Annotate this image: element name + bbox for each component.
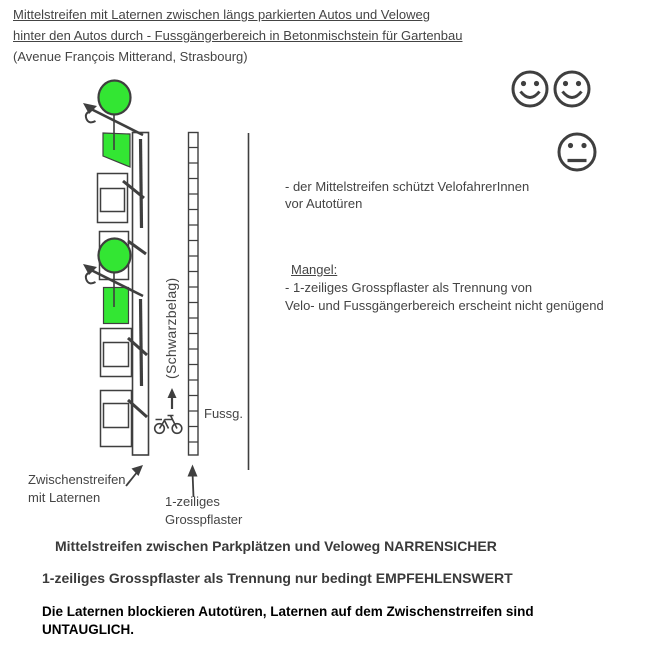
lantern-icon-2: [99, 239, 131, 273]
parked-car-1: [98, 174, 128, 223]
smiley-happy-icon-2: [555, 72, 589, 106]
car-door-panel-1: [103, 133, 130, 167]
mangel-line-1: - 1-zeiliges Grosspflaster als Trennung von: [285, 280, 533, 295]
strip-label-line-1: Zwischenstreifen: [28, 472, 126, 487]
cobblestone-strip: [189, 133, 199, 456]
smiley-happy-icon-1: [513, 72, 547, 106]
pflaster-label-arrow: [188, 465, 198, 498]
verdict-line-1: Mittelstreifen zwischen Parkplätzen und Veloweg NARRENSICHER: [55, 538, 497, 554]
verdict-line-3: Die Laternen blockieren Autotüren, Laternen auf dem Zwischenstrreifen sind: [42, 604, 534, 619]
strip-label-arrow: [126, 465, 143, 486]
parked-car-4: [101, 391, 132, 447]
pro-note-line-1: - der Mittelstreifen schützt VelofahrerInnen: [285, 179, 530, 194]
mangel-line-2: Velo- und Fussgängerbereich erscheint nicht genügend: [285, 298, 604, 313]
parked-car-3: [101, 329, 132, 377]
mangel-heading: Mangel:: [291, 262, 338, 277]
verdict-line-4: UNTAUGLICH.: [42, 622, 134, 637]
pedestrian-label: Fussg.: [204, 406, 244, 421]
pflaster-label-line-1: 1-zeiliges: [165, 494, 220, 509]
pro-note-line-2: vor Autotüren: [285, 196, 363, 211]
strip-label-line-2: mit Laternen: [28, 490, 101, 505]
bike-direction-arrow-icon: [168, 388, 177, 409]
door-line-vertical-2: [141, 299, 142, 386]
pflaster-label-line-2: Grosspflaster: [165, 512, 243, 527]
title-line-3: (Avenue François Mitterand, Strasbourg): [13, 49, 248, 64]
lantern-icon-1: [99, 81, 131, 115]
car-door-panel-2: [104, 288, 129, 324]
title-line-1: Mittelstreifen mit Laternen zwischen längs parkierten Autos und Veloweg: [13, 7, 430, 22]
title-line-2: hinter den Autos durch - Fussgängerbereich in Betonmischstein für Gartenbau: [13, 28, 463, 43]
smiley-neutral-icon: [559, 134, 595, 170]
bicycle-icon: [155, 416, 182, 434]
surface-label: (Schwarzbelag): [163, 277, 179, 379]
verdict-line-2: 1-zeiliges Grosspflaster als Trennung nur bedingt EMPFEHLENSWERT: [42, 570, 513, 586]
door-line-vertical-1: [141, 139, 142, 228]
